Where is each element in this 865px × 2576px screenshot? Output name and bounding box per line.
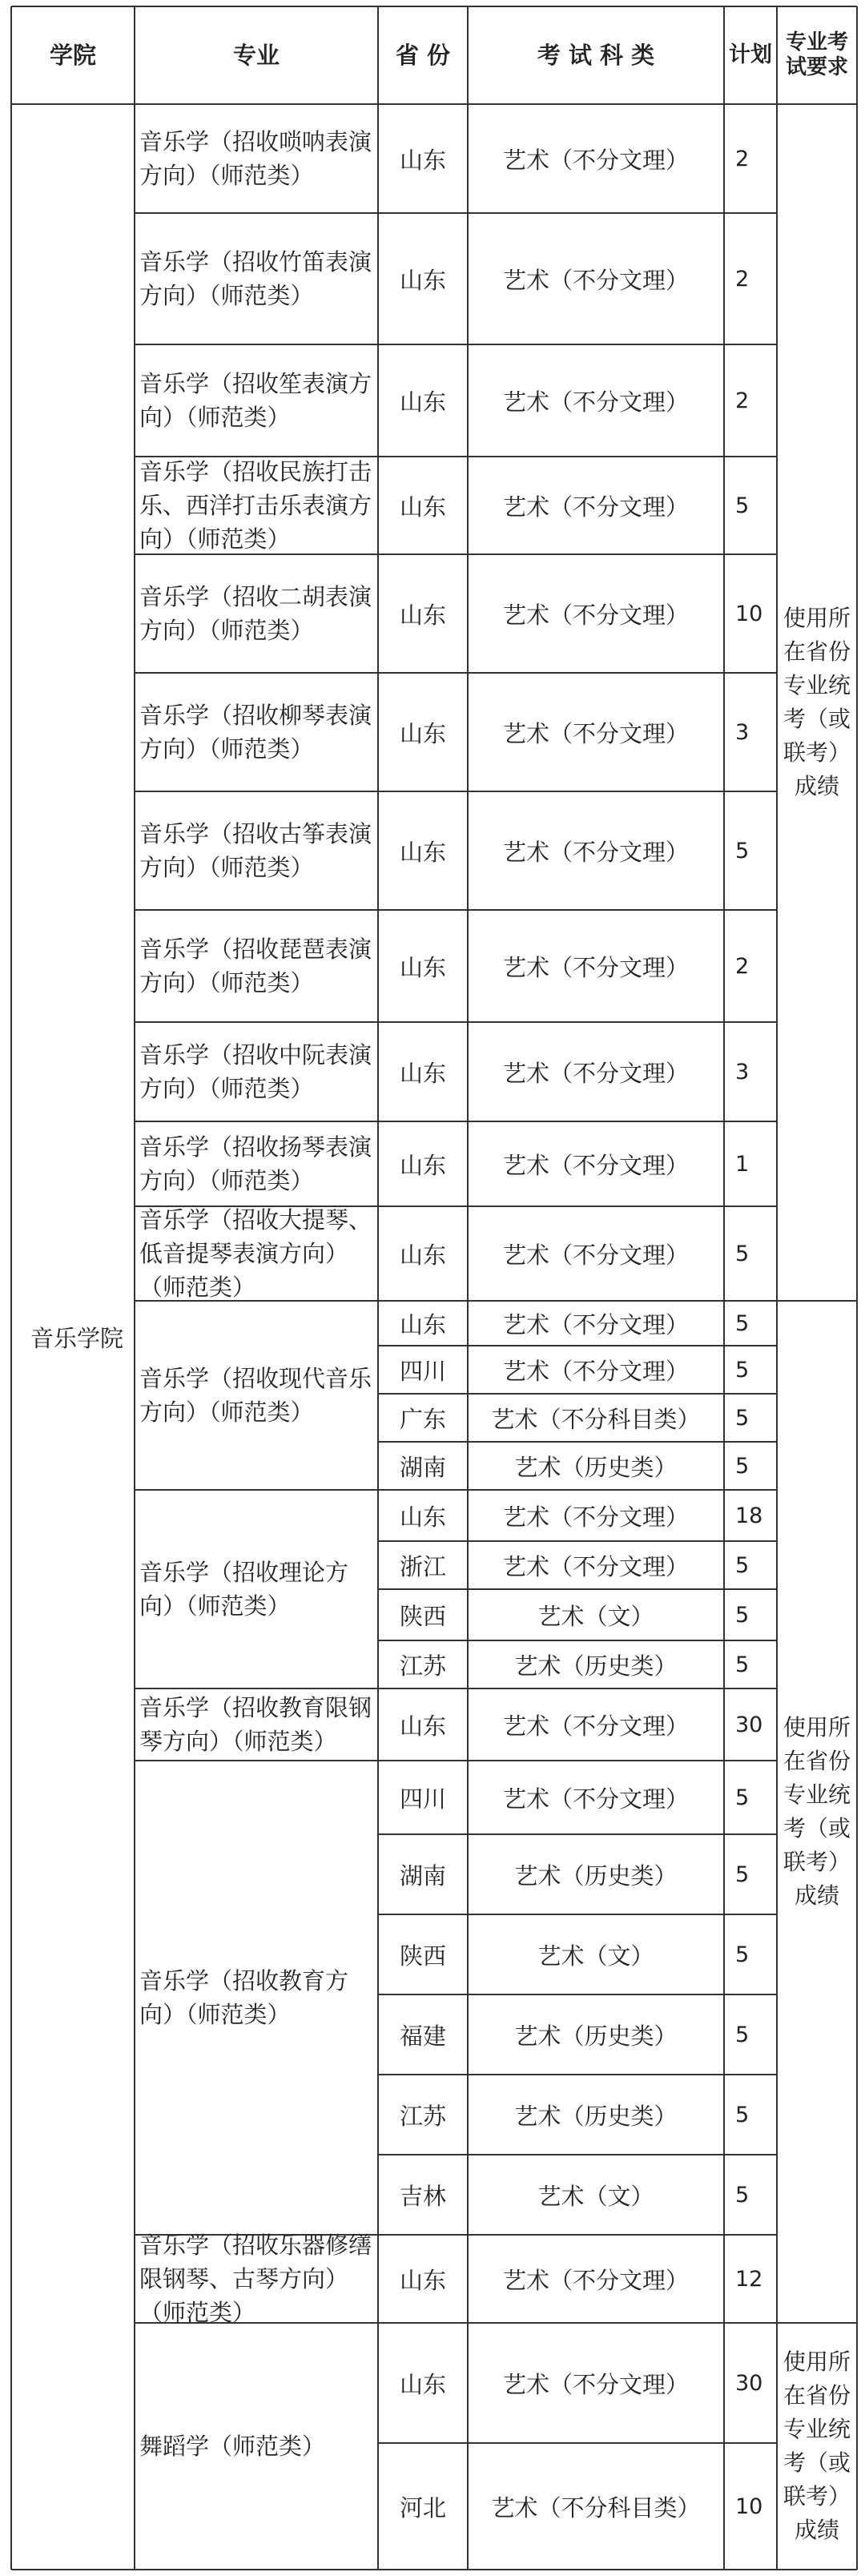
plan-cell: 5 [735,1405,750,1431]
plan-cell: 5 [735,493,750,518]
province-cell: 山东 [399,146,446,174]
header-college: 学院 [49,41,96,69]
province-cell: 福建 [399,2022,446,2050]
major-cell: 音乐学（招收唢呐表演方向）（师范类） [139,127,372,189]
subject-cell: 艺术（不分文理） [502,1357,689,1385]
province-cell: 山东 [399,493,446,521]
province-cell: 浙江 [399,1552,446,1580]
subject-cell: 艺术（历史类） [514,2022,678,2050]
subject-cell: 艺术（不分文理） [502,1503,689,1531]
province-cell: 山东 [399,2266,446,2294]
subject-cell: 艺术（不分文理） [502,146,689,174]
major-cell: 音乐学（招收笙表演方向）（师范类） [139,369,372,431]
province-cell: 山东 [399,1151,446,1179]
province-cell: 江苏 [399,1652,446,1680]
plan-cell: 5 [735,1862,750,1887]
subject-cell: 艺术（不分文理） [502,953,689,981]
plan-cell: 2 [735,953,750,979]
subject-cell: 艺术（不分文理） [502,266,689,294]
plan-cell: 30 [735,1712,763,1737]
subject-cell: 艺术（历史类） [514,1453,678,1481]
plan-cell: 5 [735,2022,750,2047]
plan-cell: 3 [735,1059,750,1085]
plan-cell: 5 [735,2182,750,2208]
subject-cell: 艺术（不分文理） [502,719,689,747]
plan-cell: 18 [735,1503,763,1528]
header-requirement-text: 专业考试要求 [785,30,848,79]
requirement-cell: 使用所在省份专业统考（或联考）成绩 [783,605,851,799]
major-cell: 音乐学（招收教育方向）（师范类） [139,1966,349,2028]
subject-cell: 艺术（不分文理） [502,1712,689,1740]
plan-cell: 3 [735,719,750,745]
province-cell: 山东 [399,266,446,294]
subject-cell: 艺术（不分文理） [502,1241,689,1269]
province-cell: 陕西 [399,1602,446,1630]
subject-cell: 艺术（历史类） [514,1652,678,1680]
province-cell: 四川 [399,1357,446,1385]
major-cell: 音乐学（招收教育限钢琴方向）（师范类） [139,1693,372,1755]
province-cell: 河北 [399,2493,446,2522]
major-cell: 音乐学（招收扬琴表演方向）（师范类） [139,1133,372,1194]
subject-cell: 艺术（不分文理） [502,1552,689,1580]
major-cell: 舞蹈学（师范类） [139,2432,326,2460]
header-major: 专业 [232,41,280,69]
plan-cell: 5 [735,1453,750,1479]
plan-cell: 5 [735,838,750,863]
major-cell: 音乐学（招收二胡表演方向）（师范类） [139,582,372,644]
major-cell: 音乐学（招收中阮表演方向）（师范类） [139,1040,372,1102]
plan-cell: 5 [735,2102,750,2127]
subject-cell: 艺术（文） [537,2182,654,2210]
college-cell: 音乐学院 [30,1324,124,1352]
province-cell: 山东 [399,1712,446,1740]
subject-cell: 艺术（不分文理） [502,2266,689,2294]
major-cell: 音乐学（招收大提琴、低音提琴表演方向）（师范类） [139,1205,372,1302]
subject-cell: 艺术（文） [537,1602,654,1630]
major-cell: 音乐学（招收理论方向）（师范类） [139,1558,349,1620]
major-cell: 音乐学（招收竹笛表演方向）（师范类） [139,248,372,309]
plan-cell: 5 [735,1552,750,1578]
province-cell: 山东 [399,953,446,981]
plan-cell: 5 [735,1942,750,1967]
plan-cell: 2 [735,388,750,413]
subject-cell: 艺术（不分文理） [502,1059,689,1087]
header-plan-text: 计划 [729,42,772,67]
plan-cell: 5 [735,1241,750,1266]
subject-cell: 艺术（不分文理） [502,838,689,866]
subject-cell: 艺术（不分文理） [502,1310,689,1338]
province-cell: 山东 [399,838,446,866]
major-cell: 音乐学（招收乐器修缮限钢琴、古琴方向）（师范类） [139,2231,372,2327]
subject-cell: 艺术（历史类） [514,1862,678,1890]
province-cell: 山东 [399,1241,446,1269]
requirement-cell: 使用所在省份专业统考（或联考）成绩 [783,1714,851,1909]
province-cell: 四川 [399,1785,446,1813]
plan-cell: 5 [735,1785,750,1810]
major-cell: 音乐学（招收琵琶表演方向）（师范类） [139,935,372,996]
province-cell: 湖南 [399,1453,446,1481]
plan-cell: 30 [735,2370,763,2396]
subject-cell: 艺术（不分文理） [502,2370,689,2398]
province-cell: 山东 [399,388,446,416]
major-cell: 音乐学（招收古筝表演方向）（师范类） [139,819,372,881]
plan-cell: 1 [735,1151,750,1177]
plan-cell: 2 [735,146,750,171]
plan-cell: 12 [735,2266,763,2292]
subject-cell: 艺术（不分文理） [502,601,689,629]
province-cell: 山东 [399,1503,446,1531]
header-province: 省 份 [395,41,451,69]
requirement-cell: 使用所在省份专业统考（或联考）成绩 [783,2349,851,2543]
plan-cell: 10 [735,601,763,626]
province-cell: 江苏 [399,2102,446,2130]
province-cell: 山东 [399,2370,446,2398]
plan-cell: 10 [735,2493,763,2519]
province-cell: 山东 [399,719,446,747]
subject-cell: 艺术（不分文理） [502,1785,689,1813]
province-cell: 吉林 [399,2182,446,2210]
subject-cell: 艺术（不分文理） [502,388,689,416]
major-cell: 音乐学（招收民族打击乐、西洋打击乐表演方向）（师范类） [139,457,372,553]
subject-cell: 艺术（不分科目类） [491,1405,701,1433]
major-cell: 音乐学（招收柳琴表演方向）（师范类） [139,701,372,763]
header-subject: 考 试 科 类 [537,41,655,69]
plan-cell: 2 [735,266,750,292]
province-cell: 陕西 [399,1942,446,1970]
subject-cell: 艺术（不分文理） [502,1151,689,1179]
province-cell: 山东 [399,601,446,629]
plan-cell: 5 [735,1357,750,1383]
province-cell: 山东 [399,1310,446,1338]
plan-cell: 5 [735,1652,750,1677]
subject-cell: 艺术（历史类） [514,2102,678,2130]
plan-cell: 5 [735,1310,750,1336]
subject-cell: 艺术（不分科目类） [491,2493,701,2522]
province-cell: 湖南 [399,1862,446,1890]
major-cell: 音乐学（招收现代音乐方向）（师范类） [139,1364,372,1426]
subject-cell: 艺术（文） [537,1942,654,1970]
plan-cell: 5 [735,1602,750,1628]
subject-cell: 艺术（不分文理） [502,493,689,521]
province-cell: 山东 [399,1059,446,1087]
province-cell: 广东 [399,1405,446,1433]
